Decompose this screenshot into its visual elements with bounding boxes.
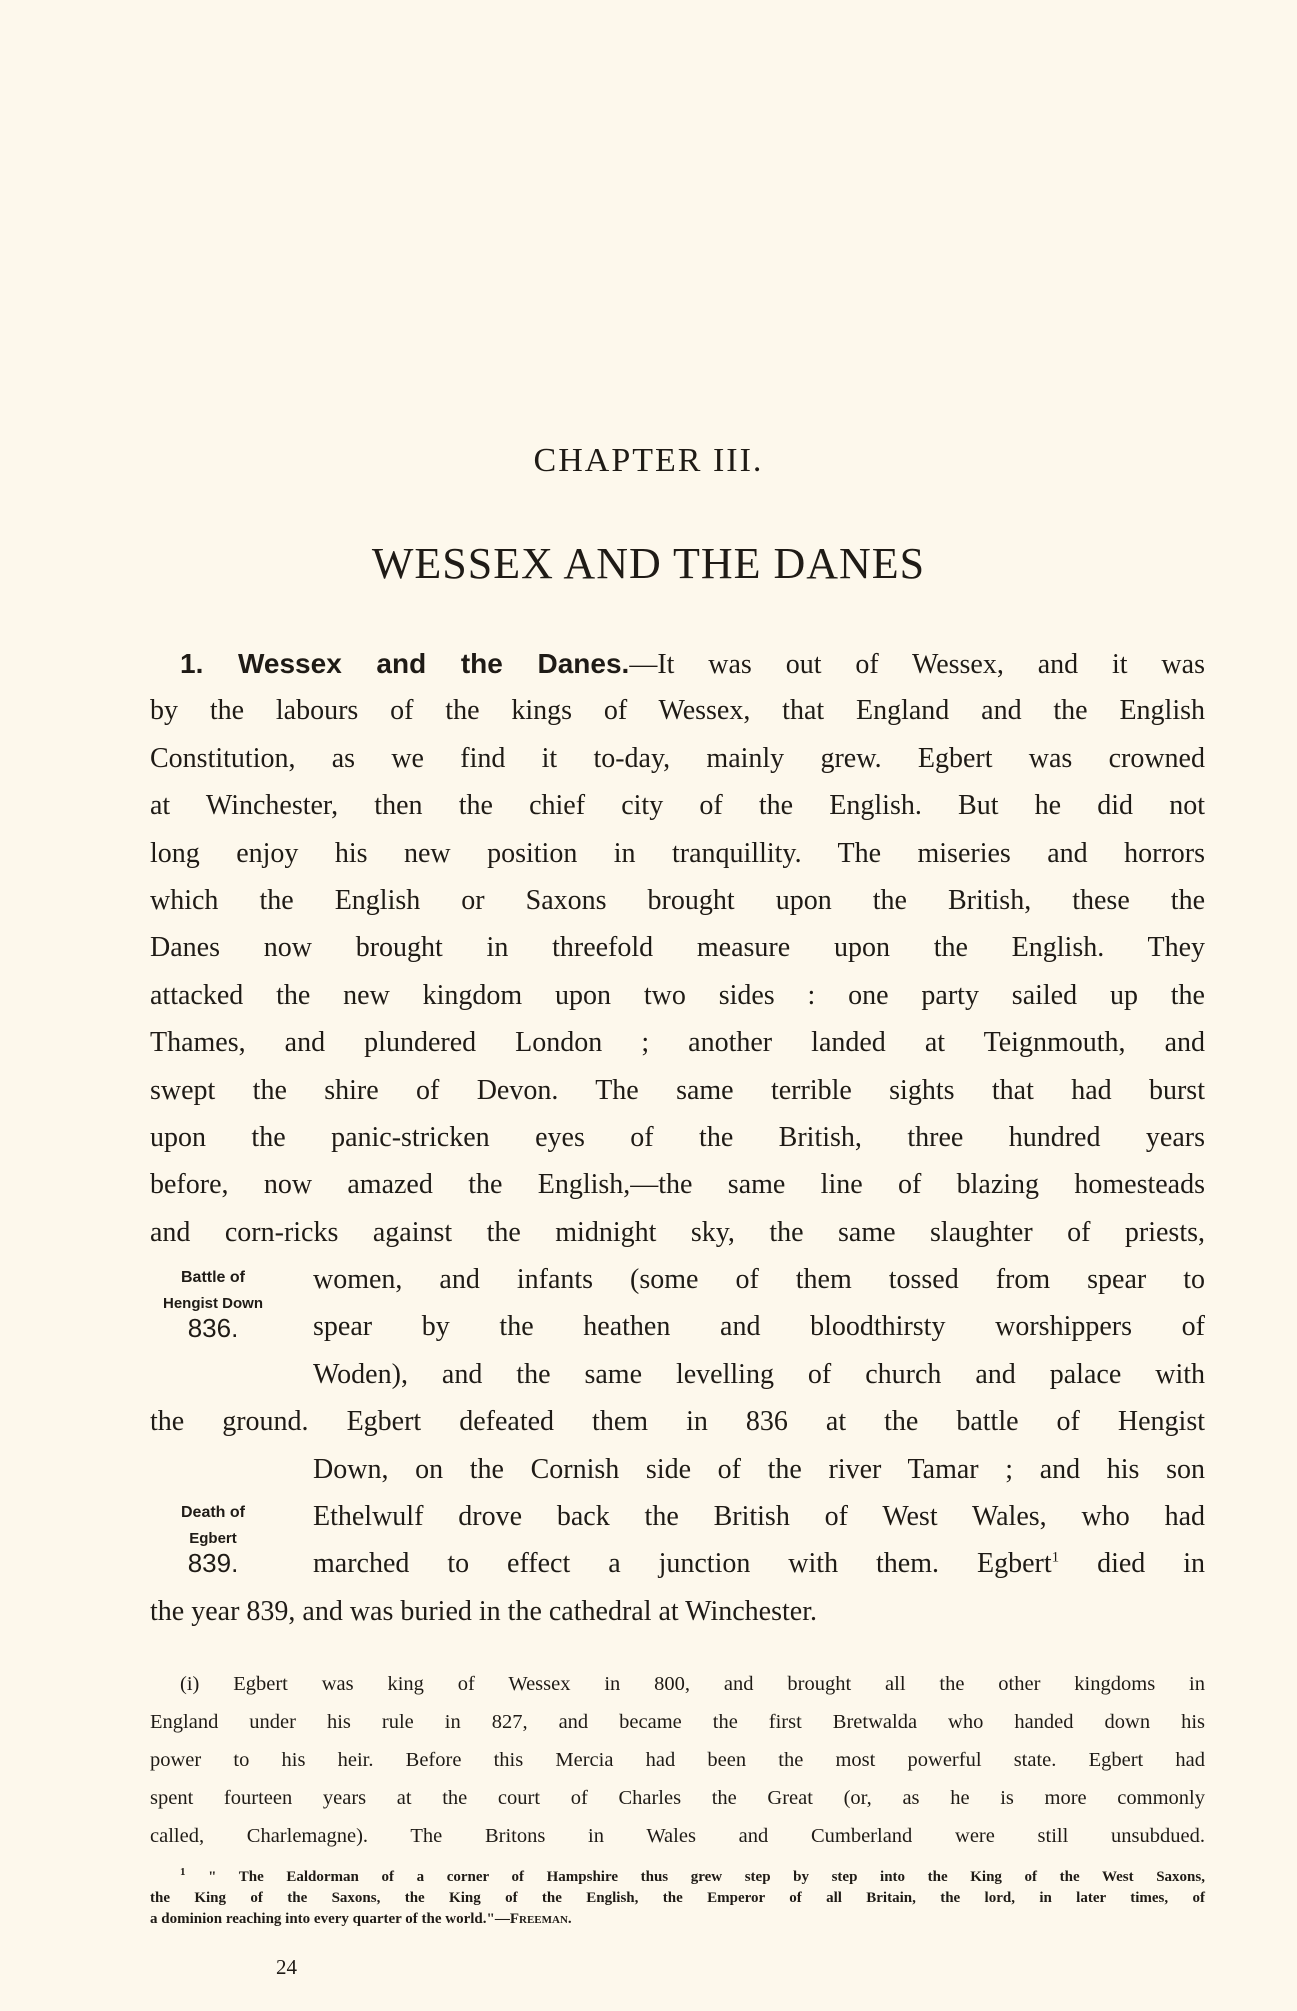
footnote-ref: 1 — [1051, 1550, 1060, 1567]
text-line: Constitution, as we find it to-day, mainly grew. Egbert was crowned — [150, 742, 1205, 774]
text-line: spear by the heathen and bloodthirsty worshippers of — [313, 1311, 1205, 1343]
text-line: at Winchester, then the chief city of the English. But he did not — [150, 790, 1205, 822]
note-line: (i) Egbert was king of Wessex in 800, and brought all the other kingdoms in — [180, 1673, 1205, 1695]
text-line: long enjoy his new position in tranquillity. The miseries and horrors — [150, 837, 1205, 869]
margin-note-death: Death of Egbert 839. — [181, 1504, 245, 1578]
text-line: before, now amazed the English,—the same line of blazing homesteads — [150, 1169, 1205, 1201]
text-line: and corn-ricks against the midnight sky, the same slaughter of priests, — [150, 1216, 1205, 1248]
text-line: Danes now brought in threefold measure upon the English. They — [150, 932, 1205, 964]
page-number: 24 — [276, 1955, 297, 1979]
text-line: Ethelwulf drove back the British of West Wales, who had — [313, 1501, 1205, 1533]
footnote-author: Freeman. — [509, 1911, 572, 1927]
explanatory-note — [150, 1665, 1205, 1855]
section-heading: 1. Wessex and the Danes. — [180, 648, 630, 679]
footnote-line: a dominion reaching into every quarter of the world."—Freeman. — [150, 1911, 572, 1927]
text-line: Down, on the Cornish side of the river Tamar ; and his son — [313, 1453, 1205, 1485]
note-line: spent fourteen years at the court of Charles the Great (or, as he is more commonly — [150, 1787, 1205, 1809]
note-line: power to his heir. Before this Mercia had been the most powerful state. Egbert had — [150, 1749, 1205, 1771]
text-line: swept the shire of Devon. The same terrible sights that had burst — [150, 1074, 1205, 1106]
footnote-line: the King of the Saxons, the King of the English, the Emperor of all Britain, the lord, in later times, of — [150, 1890, 1205, 1906]
text-line: by the labours of the kings of Wessex, that England and the English — [150, 695, 1205, 727]
text-line: marched to effect a junction with them. Egbert$^1$ died in — [313, 1548, 1205, 1580]
text-line: the year 839, and was buried in the cathedral at Winchester. — [150, 1595, 817, 1627]
text-line: Woden), and the same levelling of church and palace with — [313, 1358, 1205, 1390]
footnote-line: $^1$ " The Ealdorman of a corner of Hampshire thus grew step by step into the King of the West Saxons, — [180, 1866, 1205, 1885]
note-line: called, Charlemagne). The Britons in Wales and Cumberland were still unsubdued. — [150, 1825, 1205, 1847]
text-line: women, and infants (some of them tossed from spear to — [313, 1264, 1205, 1296]
note-line: England under his rule in 827, and became the first Bretwalda who handed down his — [150, 1711, 1205, 1733]
text-line: which the English or Saxons brought upon the British, these the — [150, 884, 1205, 916]
text-line: Thames, and plundered London ; another landed at Teignmouth, and — [150, 1027, 1205, 1059]
text-line: upon the panic-stricken eyes of the British, three hundred years — [150, 1121, 1205, 1153]
text-line: 1. Wessex and the Danes.—It was out of Wessex, and it was — [180, 648, 1205, 680]
text-line: the ground. Egbert defeated them in 836 at the battle of Hengist — [150, 1406, 1205, 1438]
margin-note-battle: Battle of Hengist Down 836. — [163, 1269, 263, 1343]
chapter-title: WESSEX AND THE DANES — [371, 539, 926, 588]
chapter-number: CHAPTER III. — [533, 442, 764, 479]
section-body — [150, 640, 1205, 1635]
text-line: attacked the new kingdom upon two sides : one party sailed up the — [150, 979, 1205, 1011]
footnote — [150, 1867, 1205, 1930]
